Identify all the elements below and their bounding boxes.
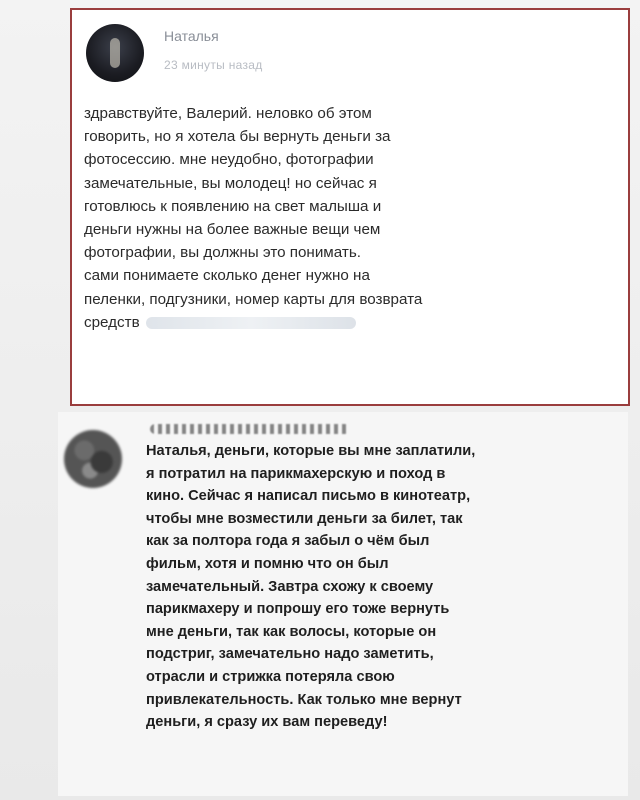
reply-line: подстриг, замечательно надо заметить,	[146, 646, 434, 663]
reply-line: фильм, хотя и помню что он был	[146, 555, 389, 572]
reply-line: я потратил на парикмахерскую и поход в	[146, 465, 446, 482]
message-text	[84, 102, 628, 334]
reply-line: чтобы мне возместили деньги за билет, так	[146, 510, 463, 527]
message-last-word: средств	[84, 313, 140, 331]
message-line: готовлюсь к появлению на свет малыша и	[84, 197, 382, 215]
message-card-reply	[58, 412, 628, 796]
reply-line: мне деньги, так как волосы, которые он	[146, 623, 437, 640]
reply-line: отрасли и стрижка потеряла свою	[146, 668, 395, 685]
message-line: здравствуйте, Валерий. неловко об этом	[84, 105, 372, 122]
reply-line: как за полтора года я забыл о чём был	[146, 533, 430, 550]
message-card-natalya	[70, 8, 630, 406]
author-name[interactable]: Наталья	[164, 28, 219, 44]
message-line: фотографии, вы должны это понимать.	[84, 244, 361, 262]
post-timestamp: 23 минуты назад	[164, 58, 263, 72]
message-line-last	[84, 311, 628, 334]
redacted-card-number	[146, 317, 356, 329]
author-name-blurred	[150, 424, 350, 434]
message-line: говорить, но я хотела бы вернуть деньги за	[84, 128, 391, 146]
message-line: замечательные, вы молодец! но сейчас я	[84, 174, 377, 192]
reply-line: кино. Сейчас я написал письмо в кинотеатр,	[146, 488, 471, 505]
reply-line: замечательный. Завтра схожу к своему	[146, 578, 434, 595]
reply-text	[146, 440, 624, 734]
reply-line: деньги, я сразу их вам переведу!	[146, 714, 388, 731]
avatar-figure-icon	[110, 38, 120, 68]
reply-line: парикмахеру и попрошу его тоже вернуть	[146, 601, 450, 618]
reply-line: привлекательность. Как только мне вернут	[146, 691, 462, 708]
avatar-natalya[interactable]	[86, 24, 144, 82]
message-line: сами понимаете сколько денег нужно на	[84, 267, 370, 285]
avatar-reply-blurred[interactable]	[64, 430, 122, 488]
message-line: пеленки, подгузники, номер карты для возврата	[84, 290, 423, 308]
message-line: деньги нужны на более важные вещи чем	[84, 221, 381, 239]
reply-line: Наталья, деньги, которые вы мне заплатили,	[146, 443, 476, 459]
message-line: фотосессию. мне неудобно, фотографии	[84, 151, 374, 169]
